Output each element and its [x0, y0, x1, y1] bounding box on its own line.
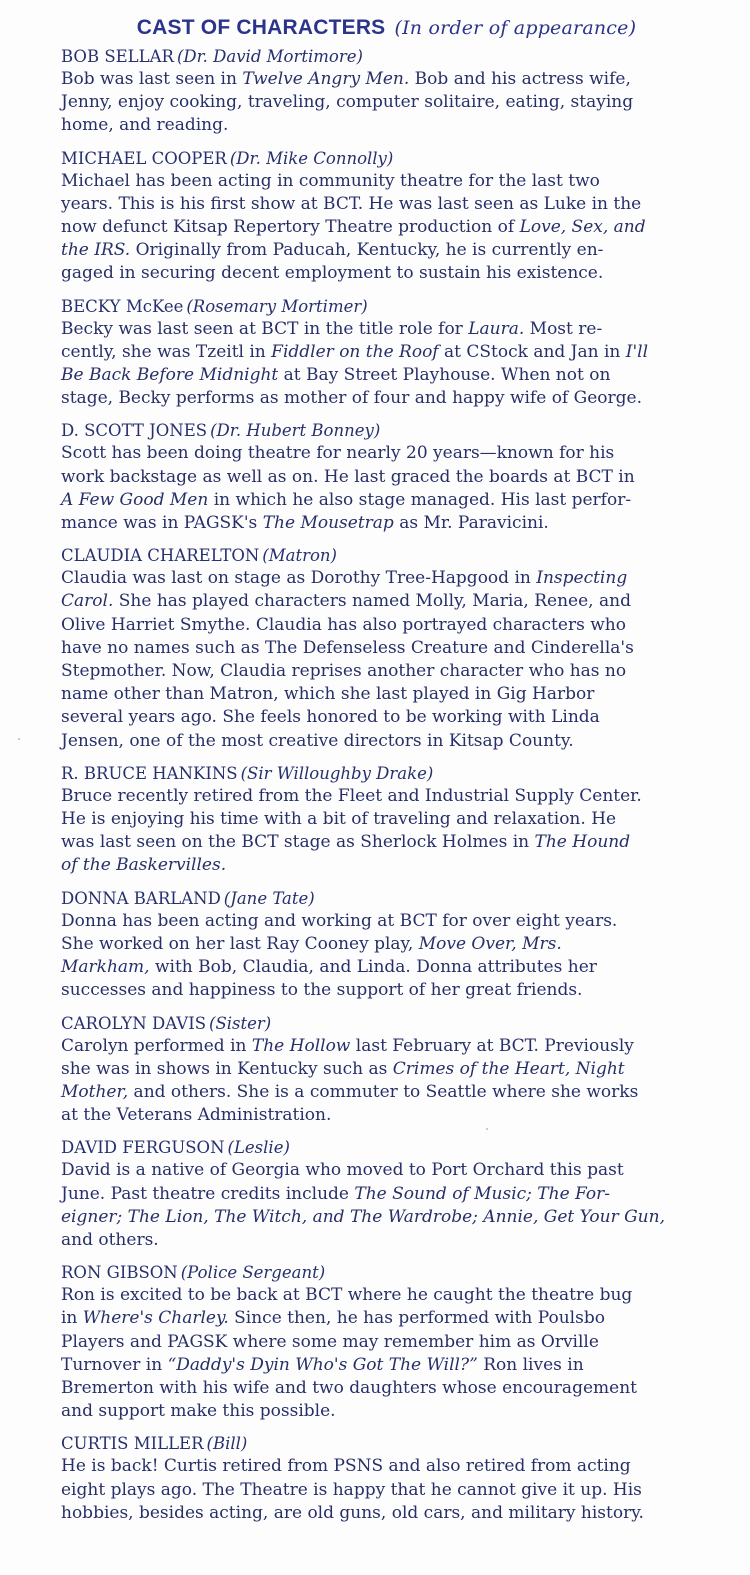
bio-line: She worked on her last Ray Cooney play, Move Over, Mrs.	[61, 933, 562, 954]
cast-entry	[61, 295, 712, 411]
bio-line: Carol. She has played characters named Molly, Maria, Renee, and	[61, 591, 631, 612]
italic-title: Fiddler on the Roof	[271, 341, 439, 362]
cast-name-line	[61, 1136, 712, 1159]
bio-line: hobbies, besides acting, are old guns, old cars, and military history.	[61, 1502, 644, 1523]
character-role: (Bill)	[206, 1434, 248, 1454]
actor-name: DAVID FERGUSON	[61, 1138, 225, 1158]
cast-entry	[61, 762, 712, 878]
bio-line: name other than Matron, which she last played in Gig Harbor	[61, 684, 595, 705]
actor-bio	[61, 68, 712, 138]
bio-line: Michael has been acting in community theatre for the last two	[61, 170, 600, 191]
actor-name: R. BRUCE HANKINS	[61, 763, 238, 783]
italic-title: The Mousetrap	[262, 513, 394, 534]
bio-line: He is back! Curtis retired from PSNS and also retired from acting	[61, 1456, 631, 1477]
character-role: (Rosemary Mortimer)	[186, 296, 368, 316]
italic-title: Carol.	[61, 591, 114, 612]
actor-bio	[61, 1455, 712, 1525]
actor-name: CLAUDIA CHARELTON	[61, 546, 260, 566]
bio-line: Bruce recently retired from the Fleet and Industrial Supply Center.	[61, 785, 642, 806]
character-role: (Police Sergeant)	[180, 1263, 326, 1283]
bio-line: Becky was last seen at BCT in the title role for Laura. Most re-	[61, 318, 603, 339]
bio-line: successes and happiness to the support of her great friends.	[61, 980, 583, 1001]
actor-bio	[61, 785, 712, 878]
bio-line: Turnover in “Daddy's Dyin Who's Got The Will?” Ron lives in	[61, 1354, 584, 1375]
actor-name: BECKY McKee	[61, 296, 184, 316]
italic-title: “Daddy's Dyin Who's Got The Will?”	[167, 1354, 478, 1375]
actor-bio	[61, 442, 712, 535]
actor-bio	[61, 1159, 712, 1252]
actor-bio	[61, 318, 712, 411]
cast-entry	[61, 1261, 712, 1423]
cast-name-line	[61, 887, 712, 910]
cast-name-line	[61, 147, 712, 170]
actor-bio	[61, 910, 712, 1003]
character-role: (Leslie)	[227, 1138, 290, 1158]
bio-line: cently, she was Tzeitl in Fiddler on the Roof at CStock and Jan in I'll	[61, 341, 649, 362]
italic-title: Inspecting	[536, 568, 628, 589]
actor-bio	[61, 170, 712, 286]
character-role: (Dr. David Mortimore)	[176, 47, 363, 66]
cast-entry	[61, 1432, 712, 1525]
actor-name: DONNA BARLAND	[61, 888, 221, 908]
cast-entry	[61, 544, 712, 753]
bio-line: Bob was last seen in Twelve Angry Men. Bob and his actress wife,	[61, 69, 631, 89]
actor-name: BOB SELLAR	[61, 47, 174, 66]
actor-name: D. SCOTT JONES	[61, 421, 208, 441]
bio-line: Scott has been doing theatre for nearly 20 years—known for his	[61, 443, 615, 464]
bio-line: David is a native of Georgia who moved to Port Orchard this past	[61, 1160, 624, 1181]
bio-line: He is enjoying his time with a bit of traveling and relaxation. He	[61, 809, 617, 830]
cast-name-line	[61, 45, 712, 68]
italic-title: Mother,	[61, 1081, 129, 1102]
bio-line: and others.	[61, 1229, 159, 1250]
paper-speck	[486, 1128, 488, 1130]
character-role: (Matron)	[262, 546, 337, 566]
character-role: (Sister)	[209, 1013, 272, 1033]
cast-entry	[61, 45, 712, 138]
cast-entry	[61, 1012, 712, 1128]
bio-line: Markham, with Bob, Claudia, and Linda. Donna attributes her	[61, 957, 597, 978]
bio-line: Carolyn performed in The Hollow last February at BCT. Previously	[61, 1035, 634, 1056]
actor-name: RON GIBSON	[61, 1263, 178, 1283]
character-role: (Dr. Mike Connolly)	[229, 148, 394, 168]
bio-line: A Few Good Men in which he also stage managed. His last perfor-	[61, 489, 632, 510]
italic-title: eigner; The Lion, The Witch, and The Wardrobe; Annie, Get Your Gun,	[61, 1206, 665, 1227]
cast-name-line	[61, 544, 712, 567]
italic-title: A Few Good Men	[61, 489, 209, 510]
bio-line: was last seen on the BCT stage as Sherlock Holmes in The Hound	[61, 832, 631, 853]
italic-title: Move Over, Mrs.	[418, 933, 562, 954]
actor-bio	[61, 567, 712, 753]
cast-name-line	[61, 1012, 712, 1035]
actor-name: MICHAEL COOPER	[61, 148, 227, 168]
bio-line: Mother, and others. She is a commuter to Seattle where she works	[61, 1081, 639, 1102]
bio-line	[61, 1206, 712, 1229]
actor-name: CAROLYN DAVIS	[61, 1013, 207, 1033]
character-role: (Dr. Hubert Bonney)	[210, 421, 381, 441]
italic-title: Crimes of the Heart, Night	[392, 1058, 625, 1079]
cast-name-line	[61, 1432, 712, 1455]
cast-entry	[61, 887, 712, 1003]
actor-bio	[61, 1284, 712, 1423]
cast-list	[61, 45, 712, 1525]
character-role: (Jane Tate)	[223, 888, 315, 908]
cast-name-line	[61, 295, 712, 318]
bio-line: have no names such as The Defenseless Creature and Cinderella's	[61, 637, 634, 658]
bio-line: stage, Becky performs as mother of four and happy wife of George.	[61, 388, 642, 409]
paper-speck	[18, 738, 20, 740]
bio-line: several years ago. She feels honored to be working with Linda	[61, 707, 600, 728]
bio-line: June. Past theatre credits include The Sound of Music; The For-	[61, 1183, 611, 1204]
bio-line: Players and PAGSK where some may remember him as Orville	[61, 1331, 599, 1352]
bio-line: now defunct Kitsap Repertory Theatre production of Love, Sex, and	[61, 217, 646, 238]
bio-line: Jenny, enjoy cooking, traveling, computer solitaire, eating, staying	[61, 92, 634, 113]
cast-entry	[61, 147, 712, 286]
italic-title: The Sound of Music; The For-	[354, 1183, 611, 1204]
title-text: CAST OF CHARACTERS	[136, 16, 386, 39]
character-role: (Sir Willoughby Drake)	[240, 763, 434, 783]
bio-line: gaged in securing decent employment to sustain his existence.	[61, 263, 604, 284]
italic-title: The Hound	[534, 832, 631, 853]
italic-title: Laura.	[468, 318, 525, 339]
italic-title: The Hollow	[251, 1035, 351, 1056]
cast-name-line	[61, 1261, 712, 1284]
title-subtitle: (In order of appearance)	[394, 17, 637, 39]
italic-title: of the Baskervilles.	[61, 855, 227, 876]
cast-name-line	[61, 419, 712, 442]
italic-title: I'll	[625, 341, 649, 362]
bio-line: and support make this possible.	[61, 1401, 336, 1422]
bio-line: at the Veterans Administration.	[61, 1105, 332, 1126]
italic-title: Love, Sex, and	[519, 217, 646, 238]
bio-line: the IRS. Originally from Paducah, Kentucky, he is currently en-	[61, 240, 604, 261]
bio-line: Claudia was last on stage as Dorothy Tree-Hapgood in Inspecting	[61, 568, 628, 589]
cast-entry	[61, 419, 712, 535]
bio-line	[61, 854, 712, 877]
page-title	[61, 13, 712, 43]
bio-line: mance was in PAGSK's The Mousetrap as Mr. Paravicini.	[61, 513, 549, 534]
actor-bio	[61, 1035, 712, 1128]
italic-title: Be Back Before Midnight	[61, 365, 279, 386]
cast-entry	[61, 1136, 712, 1252]
bio-line: years. This is his first show at BCT. He was last seen as Luke in the	[61, 193, 642, 214]
italic-title: Markham,	[61, 957, 150, 978]
bio-line: Olive Harriet Smythe. Claudia has also portrayed characters who	[61, 614, 626, 635]
bio-line: work backstage as well as on. He last graced the boards at BCT in	[61, 466, 635, 487]
bio-line: Donna has been acting and working at BCT for over eight years.	[61, 910, 618, 931]
bio-line: Jensen, one of the most creative directors in Kitsap County.	[61, 730, 574, 751]
bio-line: Be Back Before Midnight at Bay Street Playhouse. When not on	[61, 365, 611, 386]
bio-line: eight plays ago. The Theatre is happy that he cannot give it up. His	[61, 1479, 642, 1500]
italic-title: the IRS.	[61, 240, 131, 261]
bio-line: in Where's Charley. Since then, he has performed with Poulsbo	[61, 1308, 605, 1329]
bio-line: home, and reading.	[61, 115, 229, 136]
bio-line: Stepmother. Now, Claudia reprises another character who has no	[61, 661, 627, 682]
bio-line: Ron is excited to be back at BCT where he caught the theatre bug	[61, 1285, 633, 1306]
bio-line: she was in shows in Kentucky such as Crimes of the Heart, Night	[61, 1058, 625, 1079]
actor-name: CURTIS MILLER	[61, 1434, 204, 1454]
cast-name-line	[61, 762, 712, 785]
italic-title: Twelve Angry Men.	[242, 69, 410, 89]
italic-title: Where's Charley.	[82, 1308, 229, 1329]
bio-line: Bremerton with his wife and two daughters whose encouragement	[61, 1377, 637, 1398]
